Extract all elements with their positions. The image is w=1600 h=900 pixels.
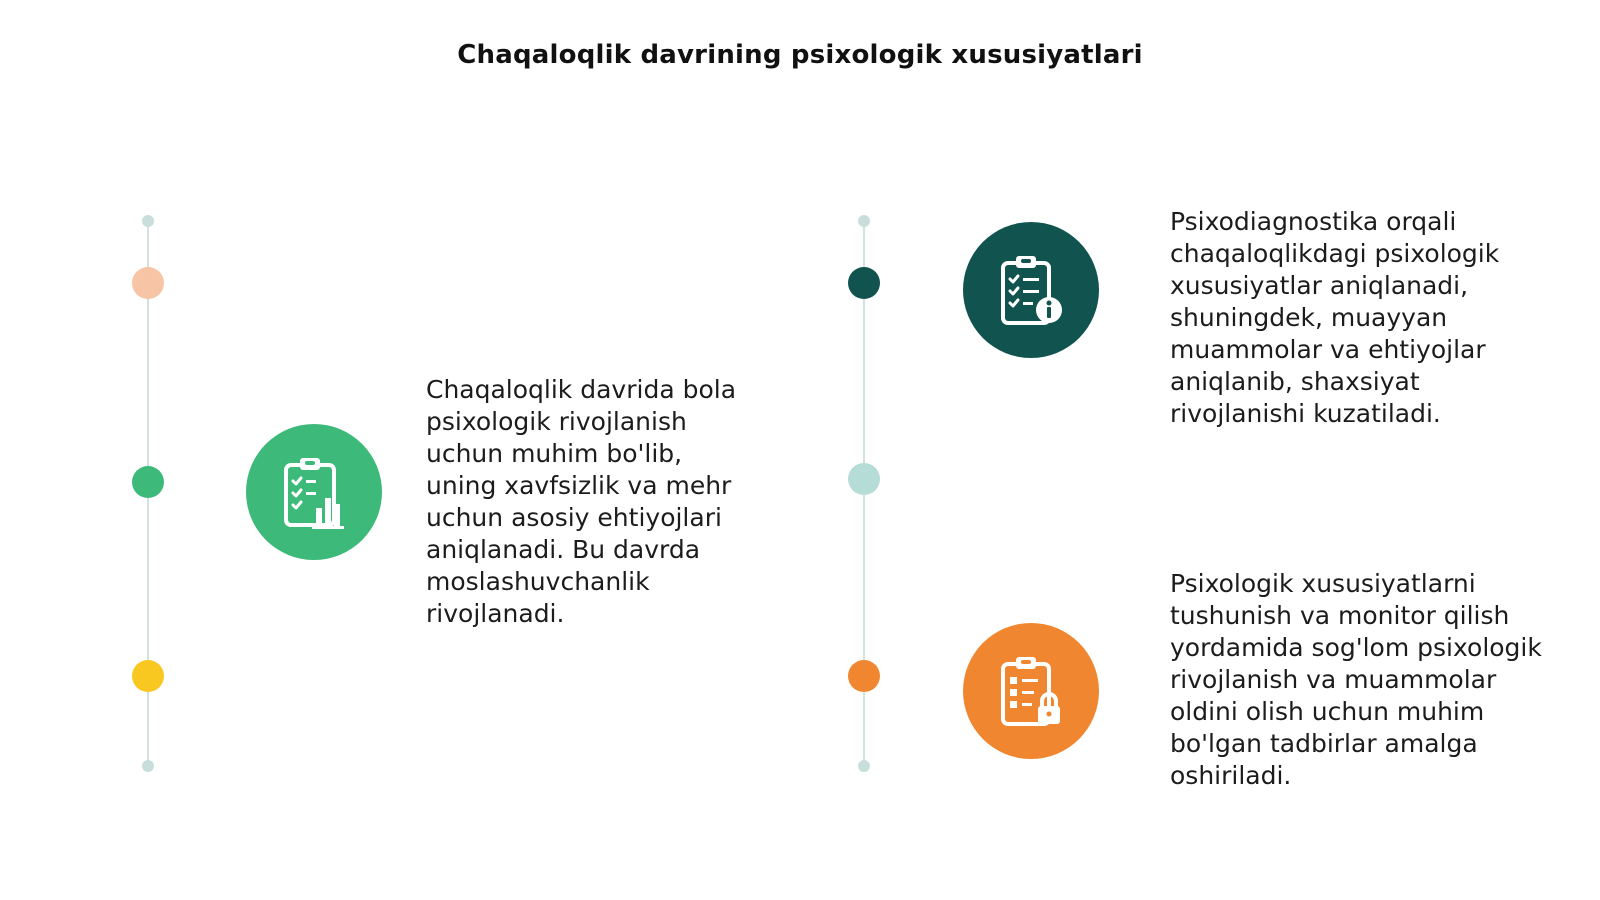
- timeline-cap-top: [858, 215, 870, 227]
- item-1-text: Chaqaloqlik davrida bola psixologik rivojlanish uchun muhim bo'lib, uning xavfsizlik va mehr uchun asosiy ehtiyojlari aniqlanadi. Bu davrda moslashuvchanlik rivojlanadi.: [426, 375, 737, 628]
- item-3-text: Psixologik xususiyatlarni tushunish va monitor qilish yordamida sog'lom psixologik rivojlanish va muammolar oldini olish uchun muhim bo'lgan tadbirlar amalga oshiriladi.: [1170, 569, 1542, 790]
- item-2-icon-circle: [963, 222, 1099, 358]
- timeline-dot-light-teal: [848, 463, 880, 495]
- timeline-cap-bottom: [142, 760, 154, 772]
- timeline-dot-dark-teal: [848, 267, 880, 299]
- timeline-dot-orange: [848, 660, 880, 692]
- page-title: Chaqaloqlik davrining psixologik xususiyatlari: [457, 40, 1143, 70]
- item-2-text: Psixodiagnostika orqali chaqaloqlikdagi psixologik xususiyatlar aniqlanadi, shuningdek, muayyan muammolar va ehtiyojlar aniqlanib, shaxsiyat rivojlanishi kuzatiladi.: [1170, 207, 1500, 428]
- clipboard-info-icon: [991, 250, 1071, 330]
- clipboard-lock-icon: [991, 651, 1071, 731]
- timeline-dot-yellow: [132, 660, 164, 692]
- right-timeline: [844, 210, 884, 770]
- timeline-dot-green: [132, 466, 164, 498]
- timeline-cap-top: [142, 215, 154, 227]
- item-1-icon-circle: [246, 424, 382, 560]
- item-3-icon-circle: [963, 623, 1099, 759]
- timeline-cap-bottom: [858, 760, 870, 772]
- clipboard-chart-icon: [274, 452, 354, 532]
- left-timeline: [128, 210, 168, 770]
- timeline-dot-peach: [132, 267, 164, 299]
